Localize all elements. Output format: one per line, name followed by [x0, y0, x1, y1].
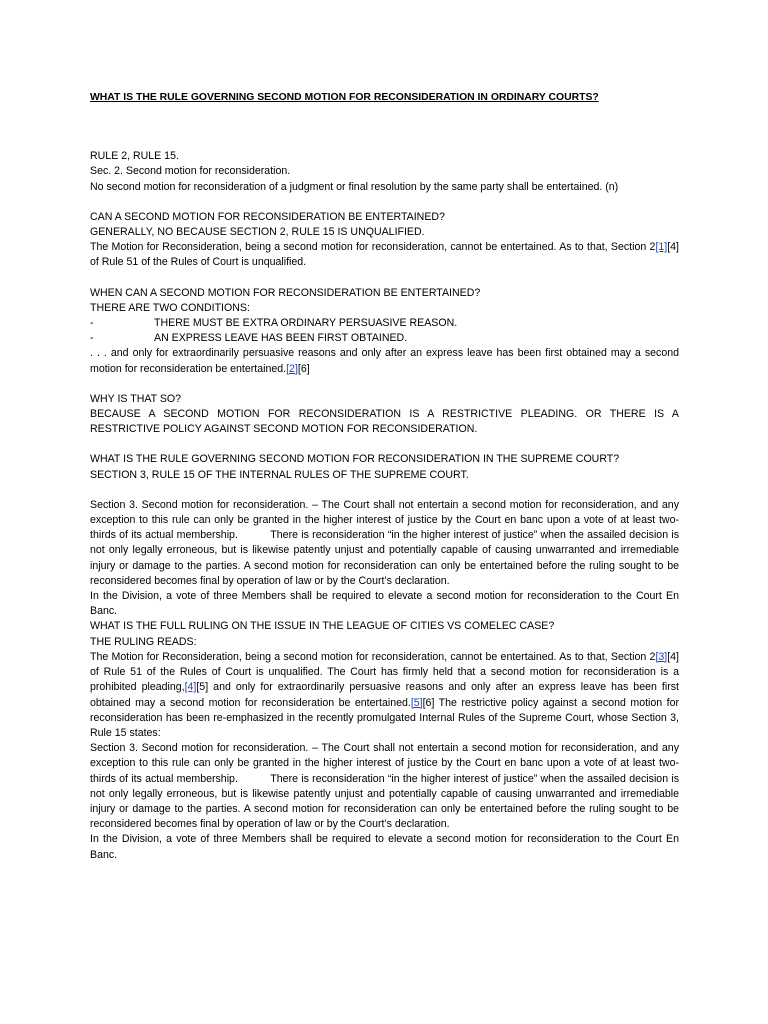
section-3-text: Section 3. Second motion for reconsideration. – The Court shall not entertain a second motion for reconsideration, and any exception to this rule can only be granted in the higher interest of justice by the Court en banc upon a vote of at least two-thirds of its actual membership. There is reconsideration “in the higher interest of justice” when the assailed decision is not only legally erroneous, but is likewise patently unjust and potentially capable of causing unwarranted and irremediable injury or damage to the parties. A second motion for reconsideration can only be entertained before the ruling sought to be reconsidered becomes final by operation of law or by the Court’s declaration. — [90, 498, 682, 587]
rule-reference: RULE 2, RULE 15. — [90, 150, 179, 163]
ruling-text-c: [5] and only for extraordinarily persuasive reasons and only after an express leave has been first obtained may a second motion for reconsideration be entertained. — [90, 681, 679, 709]
answer-3: BECAUSE A SECOND MOTION FOR RECONSIDERATION IS A RESTRICTIVE PLEADING. OR THERE IS A RESTRICTIVE POLICY AGAINST SECOND MOTION FOR RECONSIDERATION. — [90, 408, 679, 436]
ruling-text-a: The Motion for Reconsideration, being a second motion for reconsideration, cannot be entertained. As to that, Section 2 — [90, 650, 656, 663]
paragraph-1-text-a: The Motion for Reconsideration, being a second motion for reconsideration, cannot be entertained. As to that, Section 2 — [90, 241, 656, 254]
bullet-dash: - — [90, 317, 94, 330]
answer-1: GENERALLY, NO BECAUSE SECTION 2, RULE 15 IS UNQUALIFIED. — [90, 226, 425, 239]
section-3-text-quoted: Section 3. Second motion for reconsideration. – The Court shall not entertain a second motion for reconsideration, and any exception to this rule can only be granted in the higher interest of justice by the Court en banc upon a vote of at least two-thirds of its actual membership. There is reconsideration “in the higher interest of justice” when the assailed decision is not only legally erroneous, but is likewise patently unjust and potentially capable of causing unwarranted and irremediable injury or damage to the parties. A second motion for reconsideration can only be entertained before the ruling sought to be reconsidered becomes final by operation of law or by the Court’s declaration. — [90, 742, 682, 831]
section-2-text: No second motion for reconsideration of a judgment or final resolution by the same party shall be entertained. (n) — [90, 180, 619, 193]
ruling-paragraph — [90, 650, 679, 741]
condition-2-text: AN EXPRESS LEAVE HAS BEEN FIRST OBTAINED. — [154, 332, 408, 345]
division-text-quoted: In the Division, a vote of three Members shall be required to elevate a second motion for reconsideration to the Court En Banc. — [90, 833, 679, 861]
question-2: WHEN CAN A SECOND MOTION FOR RECONSIDERATION BE ENTERTAINED? — [90, 286, 481, 299]
answer-5: THE RULING READS: — [90, 635, 197, 648]
document-body — [90, 90, 682, 863]
condition-1-text: THERE MUST BE EXTRA ORDINARY PERSUASIVE REASON. — [154, 317, 458, 330]
section-2-heading: Sec. 2. Second motion for reconsideration. — [90, 165, 291, 178]
footnote-link-3[interactable]: [3] — [655, 650, 668, 663]
ruling-text-b: [4] of Rule 51 of the Rules of Court is unqualified. The Court has firmly held that a second motion for reconsideration is a prohibited pleading, — [90, 650, 679, 694]
footnote-link-2[interactable]: [2] — [286, 362, 298, 375]
bullet-dash: - — [90, 332, 94, 345]
question-5: WHAT IS THE FULL RULING ON THE ISSUE IN THE LEAGUE OF CITIES VS COMELEC CASE? — [90, 620, 555, 633]
answer-2: THERE ARE TWO CONDITIONS: — [90, 301, 250, 314]
condition-1 — [90, 316, 679, 331]
paragraph-2 — [90, 346, 679, 376]
paragraph-1 — [90, 240, 679, 270]
answer-4: SECTION 3, RULE 15 OF THE INTERNAL RULES OF THE SUPREME COURT. — [90, 468, 469, 481]
footnote-link-5[interactable]: [5] — [410, 696, 423, 709]
question-1: CAN A SECOND MOTION FOR RECONSIDERATION BE ENTERTAINED? — [90, 210, 445, 223]
footnote-link-1[interactable]: [1] — [655, 241, 668, 254]
ruling-text-d: [6] The restrictive policy against a second motion for reconsideration has been re-emphasized in the recently promulgated Internal Rules of the Supreme Court, whose Section 3, Rule 15 states: — [90, 696, 680, 739]
paragraph-2-text-a: . . . and only for extraordinarily persuasive reasons and only after an express leave has been first obtained may a second motion for reconsideration be entertained. — [90, 347, 679, 375]
footnote-link-4[interactable]: [4] — [184, 681, 197, 694]
paragraph-1-text-b: [4] of Rule 51 of the Rules of Court is unqualified. — [90, 241, 679, 269]
condition-2 — [90, 331, 679, 346]
question-3: WHY IS THAT SO? — [90, 392, 182, 405]
document-title: WHAT IS THE RULE GOVERNING SECOND MOTION FOR RECONSIDERATION IN ORDINARY COURTS? — [90, 92, 599, 103]
question-4: WHAT IS THE RULE GOVERNING SECOND MOTION FOR RECONSIDERATION IN THE SUPREME COURT? — [90, 453, 620, 466]
paragraph-2-text-b: [6] — [297, 362, 310, 375]
division-text: In the Division, a vote of three Members shall be required to elevate a second motion for reconsideration to the Court En Banc. — [90, 590, 679, 618]
